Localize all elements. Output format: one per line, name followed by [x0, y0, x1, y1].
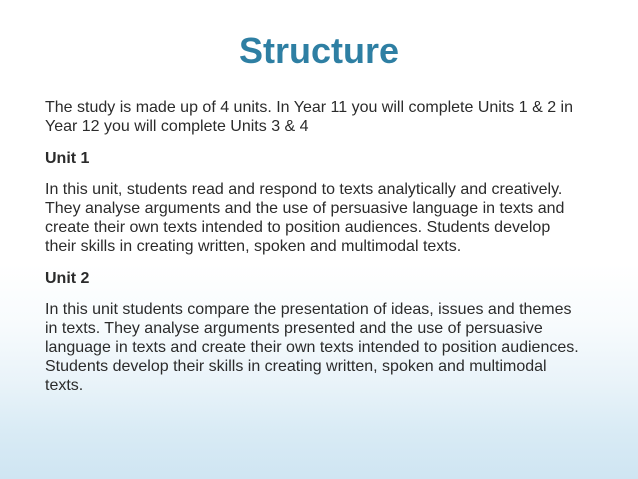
unit-1-description: In this unit, students read and respond to texts analytically and creatively. They analyse arguments and the use of persuasive language in texts and create their own texts intended to position audiences. Students develop their skills in creating written, spoken and multimodal texts. [45, 181, 565, 255]
slide-title: Structure [238, 30, 400, 71]
unit-1-heading: Unit 1 [45, 149, 90, 167]
unit-2-description: In this unit students compare the presentation of ideas, issues and themes in texts. They analyse arguments presented and the use of persuasive language in texts and create their own texts intended to position audiences. Students develop their skills in creating written, spoken and multimodal texts. [45, 301, 579, 394]
unit-2-heading: Unit 2 [45, 269, 90, 287]
slide-content [45, 99, 585, 408]
intro-paragraph: The study is made up of 4 units. In Year 11 you will complete Units 1 & 2 in Year 12 you will complete Units 3 & 4 [45, 99, 573, 135]
